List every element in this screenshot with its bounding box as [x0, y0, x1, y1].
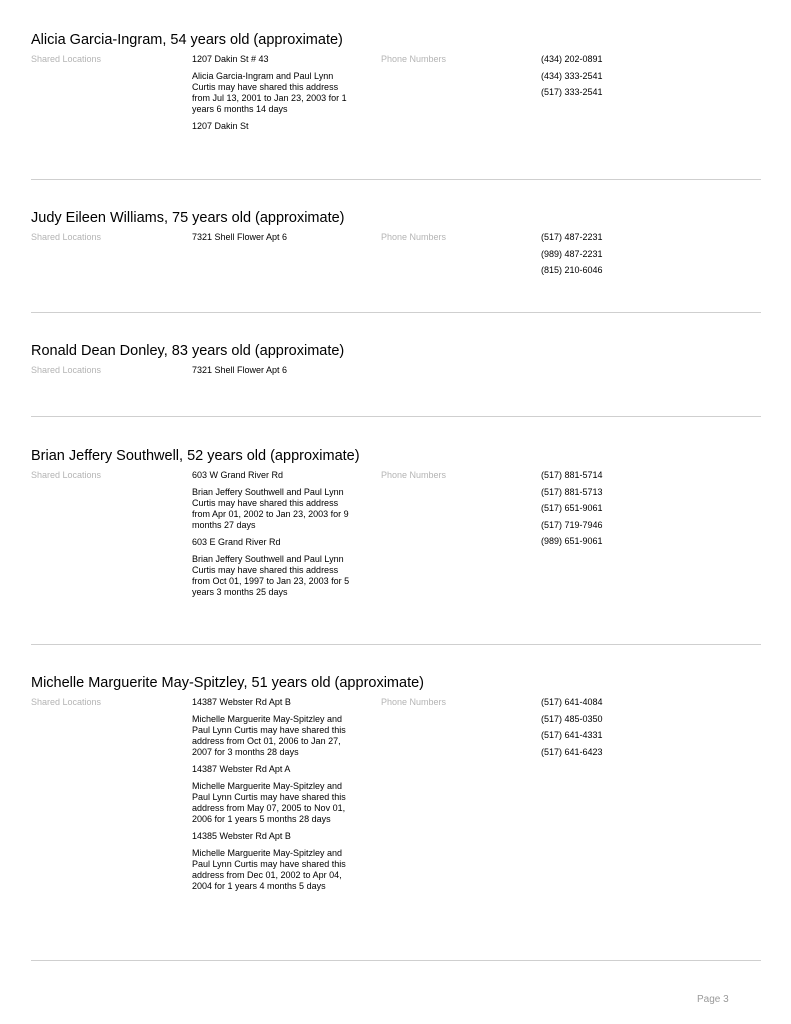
divider: [31, 312, 761, 313]
person-record: [31, 447, 761, 597]
phone-number: (989) 487-2231: [541, 248, 603, 259]
shared-locations-label: Shared Locations: [31, 232, 102, 242]
person-name: Judy Eileen Williams, 75 years old (approximate): [31, 210, 345, 226]
phone-number: (517) 651-9061: [541, 503, 603, 513]
person-record: [31, 209, 761, 275]
person-name: Ronald Dean Donley, 83 years old (approximate): [31, 343, 345, 359]
phone-list: [541, 470, 603, 553]
phone-number: (434) 202-0891: [541, 54, 603, 64]
shared-address-note: Brian Jeffery Southwell and Paul Lynn Curtis may have shared this address from Apr 01, 2002 to Jan 23, 2003 for 9 months 27 days: [192, 487, 349, 530]
person-record: [31, 31, 761, 131]
divider: [31, 416, 761, 417]
phone-number: (517) 487-2231: [541, 232, 603, 242]
shared-locations-list: [192, 54, 352, 138]
shared-address-note: Alicia Garcia-Ingram and Paul Lynn Curtis may have shared this address from Jul 13, 2001 to Jan 23, 2003 for 1 years 6 months 14 days: [192, 71, 347, 114]
page-number: Page 3: [697, 994, 729, 1005]
person-name: Alicia Garcia-Ingram, 54 years old (approximate): [31, 32, 343, 48]
shared-locations-list: [192, 232, 352, 249]
phone-number: (815) 210-6046: [541, 265, 603, 275]
phone-number: (517) 641-4331: [541, 730, 603, 740]
shared-address: 7321 Shell Flower Apt 6: [192, 232, 288, 242]
shared-address: 14385 Webster Rd Apt B: [192, 831, 291, 841]
phone-list: [541, 54, 603, 104]
phone-list: [541, 232, 603, 282]
phone-number: (517) 719-7946: [541, 519, 603, 530]
shared-address: 603 W Grand River Rd: [192, 470, 284, 480]
phone-number: (517) 881-5713: [541, 486, 603, 497]
shared-address: 1207 Dakin St: [192, 121, 249, 131]
phone-number: (517) 485-0350: [541, 713, 603, 724]
shared-address: 603 E Grand River Rd: [192, 537, 281, 547]
shared-address: 7321 Shell Flower Apt 6: [192, 365, 288, 375]
phone-number: (434) 333-2541: [541, 70, 603, 81]
divider: [31, 644, 761, 645]
divider: [31, 179, 761, 180]
shared-locations-label: Shared Locations: [31, 365, 102, 375]
shared-locations-label: Shared Locations: [31, 54, 102, 64]
shared-address: 14387 Webster Rd Apt A: [192, 764, 291, 774]
phone-list: [541, 697, 603, 763]
divider: [31, 960, 761, 961]
phone-number: (517) 333-2541: [541, 87, 603, 97]
person-name: Michelle Marguerite May-Spitzley, 51 years old (approximate): [31, 675, 424, 691]
phone-number: (989) 651-9061: [541, 536, 603, 546]
person-name: Brian Jeffery Southwell, 52 years old (approximate): [31, 448, 360, 464]
phone-numbers-label: Phone Numbers: [381, 470, 447, 480]
phone-numbers-label: Phone Numbers: [381, 232, 447, 242]
shared-address-note: Michelle Marguerite May-Spitzley and Paul Lynn Curtis may have shared this address from Dec 01, 2002 to Apr 04, 2004 for 1 years 4 months 5 days: [192, 848, 346, 891]
shared-locations-list: [192, 697, 352, 898]
person-record: [31, 342, 761, 375]
shared-locations-list: [192, 365, 352, 382]
phone-numbers-label: Phone Numbers: [381, 54, 447, 64]
shared-locations-label: Shared Locations: [31, 470, 102, 480]
phone-number: (517) 641-4084: [541, 697, 603, 707]
person-record: [31, 674, 761, 891]
phone-number: (517) 641-6423: [541, 746, 603, 757]
shared-address-note: Michelle Marguerite May-Spitzley and Paul Lynn Curtis may have shared this address from May 07, 2005 to Nov 01, 2006 for 1 years 5 months 28 days: [192, 781, 346, 824]
shared-locations-label: Shared Locations: [31, 697, 102, 707]
shared-address: 1207 Dakin St # 43: [192, 54, 269, 64]
phone-number: (517) 881-5714: [541, 470, 603, 480]
shared-locations-list: [192, 470, 352, 604]
shared-address-note: Brian Jeffery Southwell and Paul Lynn Curtis may have shared this address from Oct 01, 1997 to Jan 23, 2003 for 5 years 3 months 25 days: [192, 554, 350, 597]
shared-address: 14387 Webster Rd Apt B: [192, 697, 291, 707]
shared-address-note: Michelle Marguerite May-Spitzley and Paul Lynn Curtis may have shared this address from Oct 01, 2006 to Jan 27, 2007 for 3 months 28 days: [192, 714, 346, 757]
phone-numbers-label: Phone Numbers: [381, 697, 447, 707]
